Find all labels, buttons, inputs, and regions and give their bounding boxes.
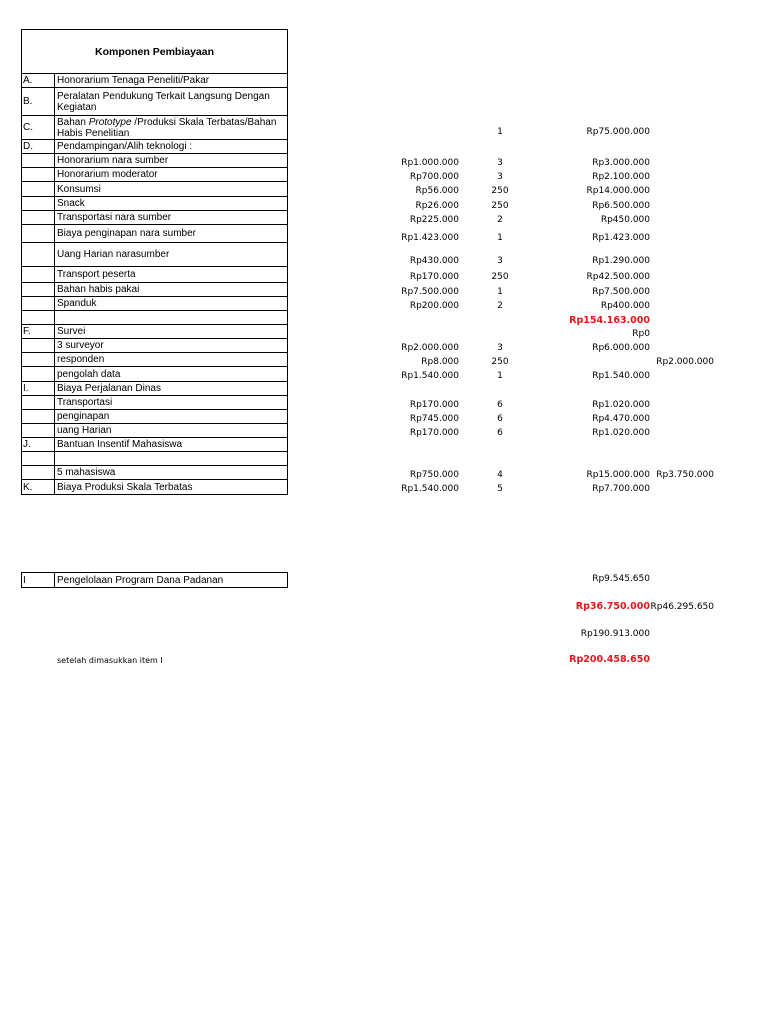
quantity: 250 — [491, 200, 509, 211]
table-header-title: Komponen Pembiayaan — [22, 30, 287, 74]
row-description: penginapan — [57, 411, 110, 422]
row-code: F. — [22, 325, 55, 338]
row-description: responden — [57, 354, 105, 365]
row-code — [22, 243, 55, 266]
table-row — [22, 573, 287, 587]
unit-price: Rp1.423.000 — [401, 232, 459, 243]
unit-price: Rp2.000.000 — [401, 342, 459, 353]
row-description: Uang Harian narasumber — [57, 249, 170, 260]
row-code: I — [22, 573, 55, 587]
row-code — [22, 353, 55, 366]
quantity: 1 — [497, 232, 503, 243]
line-total: Rp450.000 — [600, 214, 650, 225]
table-row — [22, 182, 287, 197]
line-total: Rp3.000.000 — [592, 157, 650, 168]
quantity: 1 — [497, 126, 503, 137]
row-code: K. — [22, 480, 55, 494]
budget-components-table — [21, 29, 288, 495]
row-description: Konsumsi — [57, 183, 101, 195]
row-code — [22, 410, 55, 423]
table-row — [22, 74, 287, 88]
unit-price: Rp750.000 — [409, 469, 459, 480]
row-description: Bantuan Insentif Mahasiswa — [57, 439, 183, 450]
row-description: Biaya Produksi Skala Terbatas — [57, 481, 193, 493]
row-code — [22, 225, 55, 242]
quantity: 3 — [497, 157, 503, 168]
table-row — [22, 116, 287, 140]
line-total: Rp7.700.000 — [592, 483, 650, 494]
row-description: Transportasi nara sumber — [57, 212, 172, 223]
line-total: Rp0 — [632, 328, 650, 339]
unit-price: Rp170.000 — [409, 399, 459, 410]
table-row — [22, 396, 287, 410]
line-total: Rp1.020.000 — [592, 427, 650, 438]
table-row — [22, 211, 287, 225]
line-total: Rp1.423.000 — [592, 232, 650, 243]
unit-price: Rp1.540.000 — [401, 371, 459, 381]
quantity: 250 — [491, 356, 509, 367]
row-description: Transport peserta — [57, 269, 136, 280]
row-code: D. — [22, 140, 55, 153]
row-code: B. — [22, 88, 55, 115]
line-total: Rp6.500.000 — [592, 200, 650, 211]
summary-final-total: Rp200.458.650 — [569, 654, 650, 665]
row-code — [22, 311, 55, 324]
table-row — [22, 367, 287, 382]
unit-price: Rp700.000 — [409, 171, 459, 182]
row-description: Biaya penginapan nara sumber — [57, 228, 196, 239]
row-description: Transportasi — [57, 397, 113, 408]
summary-red-total: Rp36.750.000 — [575, 601, 650, 612]
quantity: 3 — [497, 255, 503, 266]
table-row — [22, 168, 287, 182]
row-code — [22, 168, 55, 181]
line-total: Rp1.020.000 — [592, 399, 650, 410]
line-total: Rp2.100.000 — [592, 171, 650, 182]
item-i-table — [21, 572, 288, 588]
row-description: Peralatan Pendukung Terkait Langsung Dengan Kegiatan — [57, 90, 270, 113]
table-row — [22, 140, 287, 154]
quantity: 3 — [497, 171, 503, 182]
row-description: uang Harian — [57, 425, 112, 436]
table-row — [22, 311, 287, 325]
quantity: 3 — [497, 342, 503, 353]
row-description — [55, 452, 287, 465]
row-description — [55, 311, 287, 324]
line-total: Rp6.000.000 — [592, 342, 650, 353]
row-code — [22, 197, 55, 210]
row-code — [22, 211, 55, 224]
table-row — [22, 243, 287, 267]
quantity: 2 — [497, 300, 503, 311]
row-code — [22, 182, 55, 196]
quantity: 6 — [497, 399, 503, 410]
line-total: Rp42.500.000 — [586, 271, 650, 282]
line-total: Rp1.290.000 — [592, 255, 650, 266]
row-code — [22, 297, 55, 310]
quantity: 2 — [497, 214, 503, 225]
table-row — [22, 410, 287, 424]
row-code: C. — [22, 116, 55, 139]
row-description: pengolah data — [57, 368, 121, 380]
table-row — [22, 424, 287, 438]
unit-price: Rp200.000 — [409, 300, 459, 311]
line-total: Rp400.000 — [600, 300, 650, 311]
quantity: 5 — [497, 483, 503, 494]
row-description: Honorarium nara sumber — [57, 155, 169, 166]
row-description: Snack — [57, 198, 85, 209]
line-total: Rp75.000.000 — [586, 126, 650, 137]
extra-total: Rp2.000.000 — [656, 356, 714, 367]
table-row — [22, 283, 287, 297]
row-code — [22, 367, 55, 381]
row-code — [22, 452, 55, 465]
table-row — [22, 297, 287, 311]
table-row — [22, 438, 287, 452]
table-row — [22, 353, 287, 367]
quantity: 1 — [497, 371, 503, 381]
unit-price: Rp430.000 — [409, 255, 459, 266]
table-row — [22, 325, 287, 339]
quantity: 250 — [491, 271, 509, 282]
row-description: 3 surveyor — [57, 340, 104, 351]
table-row — [22, 197, 287, 211]
row-description: Bahan Prototype /Produksi Skala Terbatas/Bahan Habis Penelitian — [57, 116, 277, 139]
row-code — [22, 339, 55, 352]
row-description: Honorarium moderator — [57, 169, 158, 180]
row-description: 5 mahasiswa — [57, 467, 116, 478]
unit-price: Rp8.000 — [421, 356, 459, 367]
row-description: Pendampingan/Alih teknologi : — [57, 141, 193, 152]
summary-note: setelah dimasukkan item I — [57, 656, 163, 665]
quantity: 6 — [497, 413, 503, 424]
row-description: Pengelolaan Program Dana Padanan — [57, 574, 224, 586]
line-total: Rp1.540.000 — [592, 371, 650, 381]
table-row — [22, 88, 287, 116]
summary-extra-total: Rp46.295.650 — [650, 602, 714, 612]
row-code — [22, 267, 55, 282]
row-description: Biaya Perjalanan Dinas — [57, 383, 161, 394]
row-description: Survei — [57, 326, 86, 337]
unit-price: Rp170.000 — [409, 427, 459, 438]
table-row — [22, 267, 287, 283]
table-row — [22, 480, 287, 494]
summary-grand-total: Rp190.913.000 — [580, 629, 650, 639]
row-code — [22, 466, 55, 479]
row-description: Spanduk — [57, 298, 97, 309]
unit-price: Rp170.000 — [409, 271, 459, 282]
line-total: Rp15.000.000 — [586, 469, 650, 480]
unit-price: Rp1.540.000 — [401, 483, 459, 494]
table-row — [22, 452, 287, 466]
quantity: 1 — [497, 286, 503, 297]
item-i-total: Rp9.545.650 — [592, 574, 650, 584]
extra-total: Rp3.750.000 — [656, 469, 714, 480]
unit-price: Rp56.000 — [415, 186, 459, 196]
line-total: Rp14.000.000 — [586, 186, 650, 196]
unit-price: Rp1.000.000 — [401, 157, 459, 168]
unit-price: Rp7.500.000 — [401, 286, 459, 297]
table-row — [22, 339, 287, 353]
row-code: J. — [22, 438, 55, 451]
row-code — [22, 154, 55, 167]
row-code — [22, 424, 55, 437]
unit-price: Rp26.000 — [415, 200, 459, 211]
unit-price: Rp225.000 — [409, 214, 459, 225]
line-total: Rp4.470.000 — [592, 413, 650, 424]
subtotal-red: Rp154.163.000 — [569, 314, 650, 326]
row-code: I. — [22, 382, 55, 395]
quantity: 4 — [497, 469, 503, 480]
table-row — [22, 382, 287, 396]
row-code: A. — [22, 74, 55, 87]
unit-price: Rp745.000 — [409, 413, 459, 424]
quantity: 6 — [497, 427, 503, 438]
quantity: 250 — [491, 186, 509, 196]
row-description: Honorarium Tenaga Peneliti/Pakar — [57, 75, 210, 86]
row-description: Bahan habis pakai — [57, 284, 140, 295]
table-row — [22, 225, 287, 243]
line-total: Rp7.500.000 — [592, 286, 650, 297]
table-row — [22, 466, 287, 480]
row-code — [22, 283, 55, 296]
table-row — [22, 154, 287, 168]
row-code — [22, 396, 55, 409]
table-body — [22, 74, 287, 494]
